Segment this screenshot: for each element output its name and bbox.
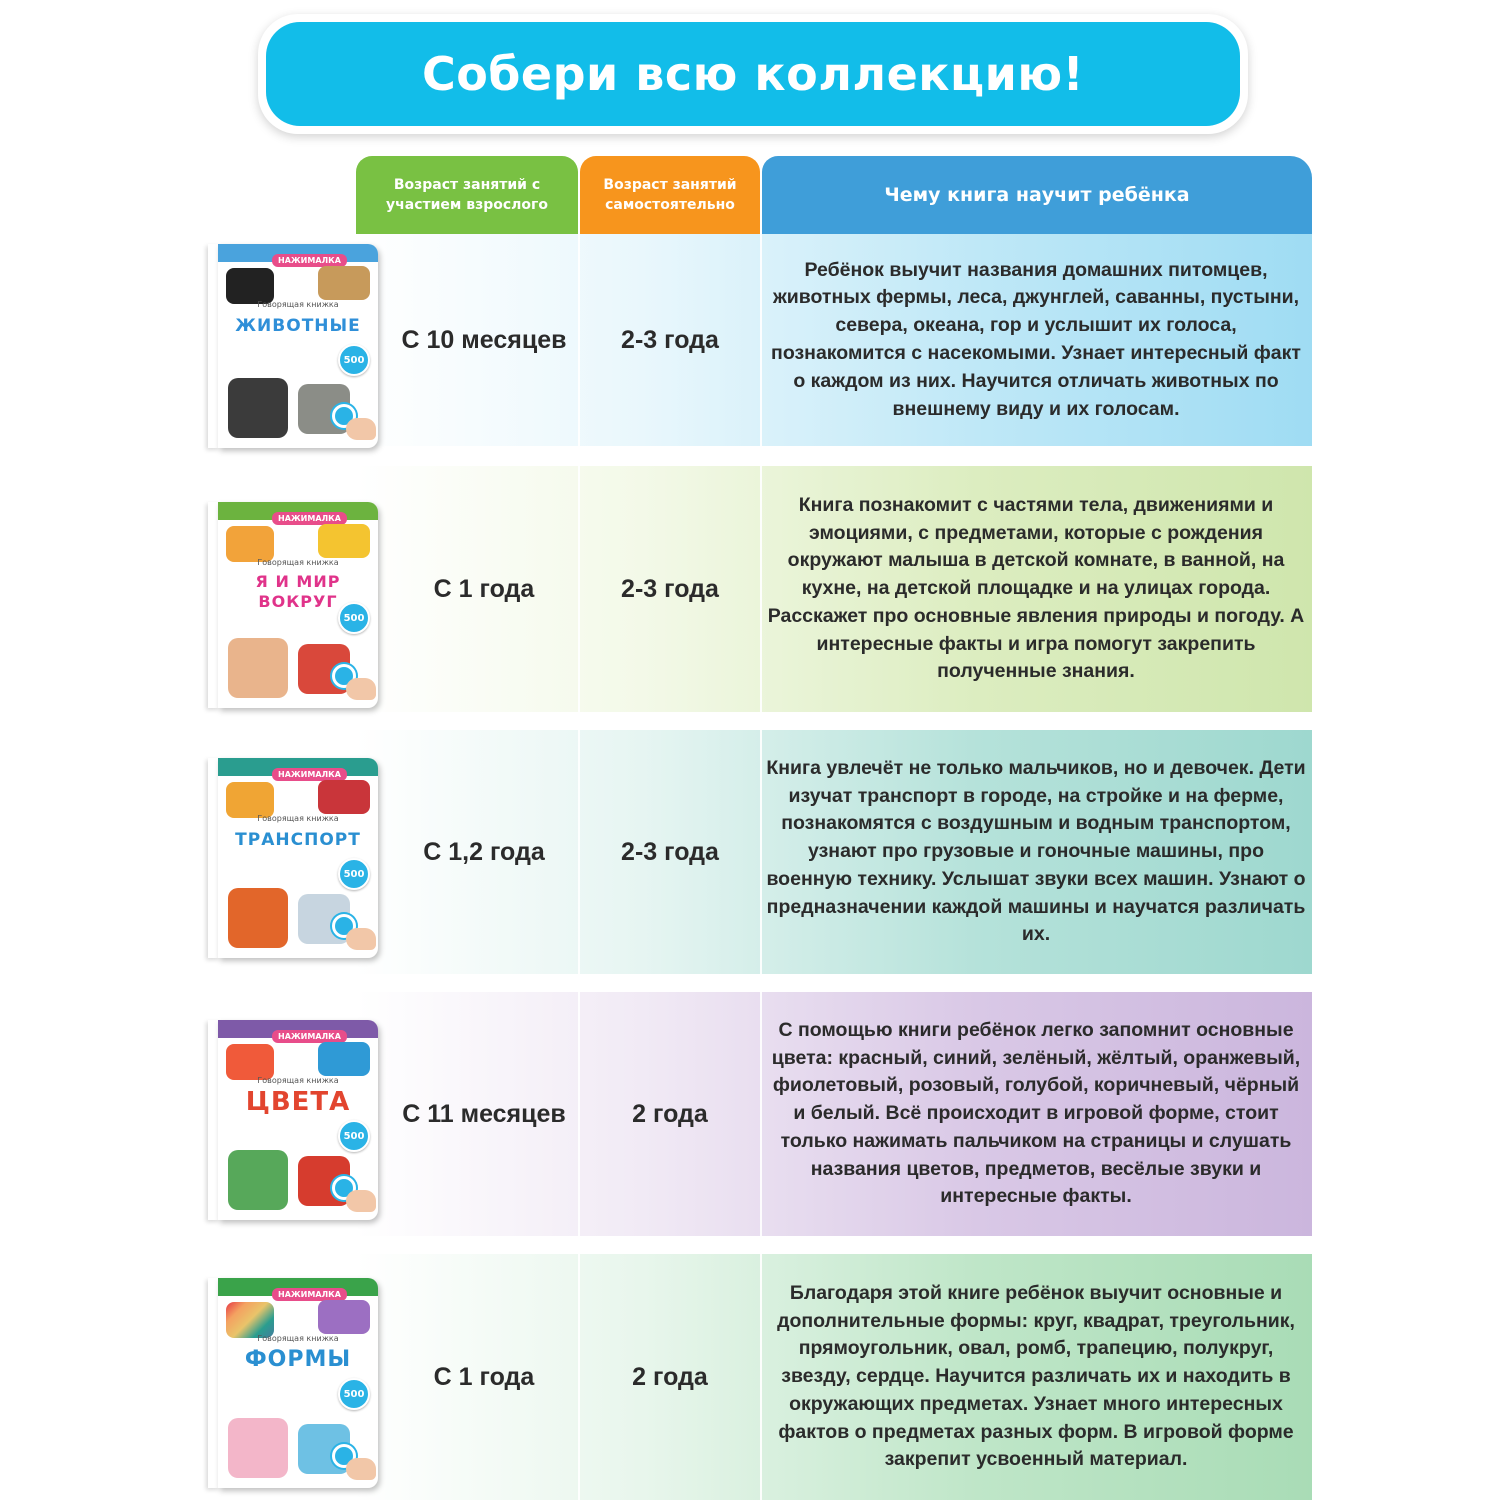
duck-image	[318, 1042, 370, 1076]
series-badge: НАЖИМАЛКА	[272, 768, 347, 781]
banner	[258, 14, 1248, 134]
header-age-independent: Возраст занятий самостоятельно	[580, 156, 760, 234]
cover-title: ФОРМЫ	[244, 1347, 352, 1372]
cover-subtitle: Говорящая книжка	[257, 814, 339, 823]
book-description: Ребёнок выучит названия домашних питомцев, животных фермы, леса, джунглей, саванны, пустыни, севера, океана, гор и услышит их голоса, познакомится с насекомыми. Узнает интересный факт о каждом из них. Научится отличать животных по внешнему виду и их голосам.	[771, 258, 1301, 420]
cover-title: ЦВЕТА	[245, 1087, 351, 1117]
child-image	[228, 638, 288, 698]
age-independent: 2-3 года	[621, 837, 719, 866]
hand-icon	[346, 418, 376, 440]
pinwheel-image	[226, 526, 274, 562]
camera-image	[318, 1300, 370, 1334]
table-row	[0, 992, 1500, 1236]
cover-subtitle: Говорящая книжка	[257, 1334, 339, 1343]
table-row	[0, 466, 1500, 712]
book-description: Книга увлечёт не только мальчиков, но и девочек. Дети изучат транспорт в городе, на стройке и на ферме, познакомятся с воздушным и водным транспортом, узнают про грузовые и гоночные машины, про военную технику. Услышат звуки всех машин. Узнают о предназначении каждой машины и научатся различать их.	[766, 756, 1306, 946]
series-badge: НАЖИМАЛКА	[272, 254, 347, 267]
count-badge: 500	[338, 1120, 370, 1152]
book-description: С помощью книги ребёнок легко запомнит основные цвета: красный, синий, зелёный, жёлтый, оранжевый, фиолетовый, розовый, голубой, коричневый, чёрный и белый. Всё происходит в игровой форме, стоит только нажимать пальчиком на страницы и слушать названия цветов, предметов, весёлые звуки и интересные факты.	[771, 1018, 1301, 1208]
age-independent: 2 года	[632, 1362, 708, 1391]
count-badge: 500	[338, 602, 370, 634]
book-cover[interactable]	[208, 1278, 378, 1488]
truck-image	[228, 888, 288, 948]
book-face	[218, 1020, 378, 1220]
book-cover[interactable]	[208, 1020, 378, 1220]
cover-subtitle: Говорящая книжка	[257, 300, 339, 309]
girl-image	[228, 1418, 288, 1478]
book-face	[218, 502, 378, 708]
toucan-image	[226, 268, 274, 304]
table-row	[0, 730, 1500, 974]
table-row	[0, 1254, 1500, 1500]
book-description: Благодаря этой книге ребёнок выучит основные и дополнительные формы: круг, квадрат, треугольник, прямоугольник, овал, ромб, трапецию, полукруг, звезду, сердце. Научится различать их и находить в окружающих предметах. Узнает много интересных фактов о предметах разных форм. В игровой форме закрепит усвоенный материал.	[777, 1281, 1295, 1471]
rainbow-image	[226, 1302, 274, 1338]
age-independent: 2 года	[632, 1099, 708, 1128]
age-with-adult: С 1 года	[433, 574, 535, 603]
book-cover[interactable]	[208, 502, 378, 708]
header-teaches: Чему книга научит ребёнка	[762, 156, 1312, 234]
cover-subtitle: Говорящая книжка	[257, 558, 339, 567]
table-row	[0, 234, 1500, 446]
giraffe-image	[318, 266, 370, 300]
train-image	[318, 780, 370, 814]
cow-image	[228, 378, 288, 438]
shapes-image	[226, 1044, 274, 1080]
book-cover[interactable]	[208, 244, 378, 448]
series-badge: НАЖИМАЛКА	[272, 1288, 347, 1301]
series-badge: НАЖИМАЛКА	[272, 512, 347, 525]
book-face	[218, 758, 378, 958]
book-description: Книга познакомит с частями тела, движениями и эмоциями, с предметами, которые с рождения окружают малыша в детской комнате, в ванной, на кухне, на детской площадке и на улицах города. Расскажет про основные явления природы и погоду. А интересные факты и игра помогут закрепить полученные знания.	[767, 493, 1305, 683]
book-face	[218, 1278, 378, 1488]
truck-image	[318, 524, 370, 558]
age-with-adult: С 1 года	[433, 1362, 535, 1391]
age-with-adult: С 10 месяцев	[401, 325, 567, 354]
balloon-image	[226, 782, 274, 818]
cover-title: Я И МИР ВОКРУГ	[255, 572, 341, 611]
header-age-with-adult: Возраст занятий с участием взрослого	[356, 156, 578, 234]
age-independent: 2-3 года	[621, 574, 719, 603]
count-badge: 500	[338, 1378, 370, 1410]
banner-fill	[266, 22, 1240, 126]
age-independent: 2-3 года	[621, 325, 719, 354]
book-cover[interactable]	[208, 758, 378, 958]
series-badge: НАЖИМАЛКА	[272, 1030, 347, 1043]
hand-icon	[346, 678, 376, 700]
age-with-adult: С 11 месяцев	[402, 1099, 566, 1128]
child-costume-image	[228, 1150, 288, 1210]
banner-title: Собери всю коллекцию!	[421, 47, 1085, 101]
age-with-adult: С 1,2 года	[423, 837, 545, 866]
count-badge: 500	[338, 344, 370, 376]
hand-icon	[346, 928, 376, 950]
cover-title: ТРАНСПОРТ	[235, 830, 361, 850]
cover-subtitle: Говорящая книжка	[257, 1076, 339, 1085]
hand-icon	[346, 1190, 376, 1212]
count-badge: 500	[338, 858, 370, 890]
book-face	[218, 244, 378, 448]
cover-title: ЖИВОТНЫЕ	[235, 316, 361, 336]
hand-icon	[346, 1458, 376, 1480]
